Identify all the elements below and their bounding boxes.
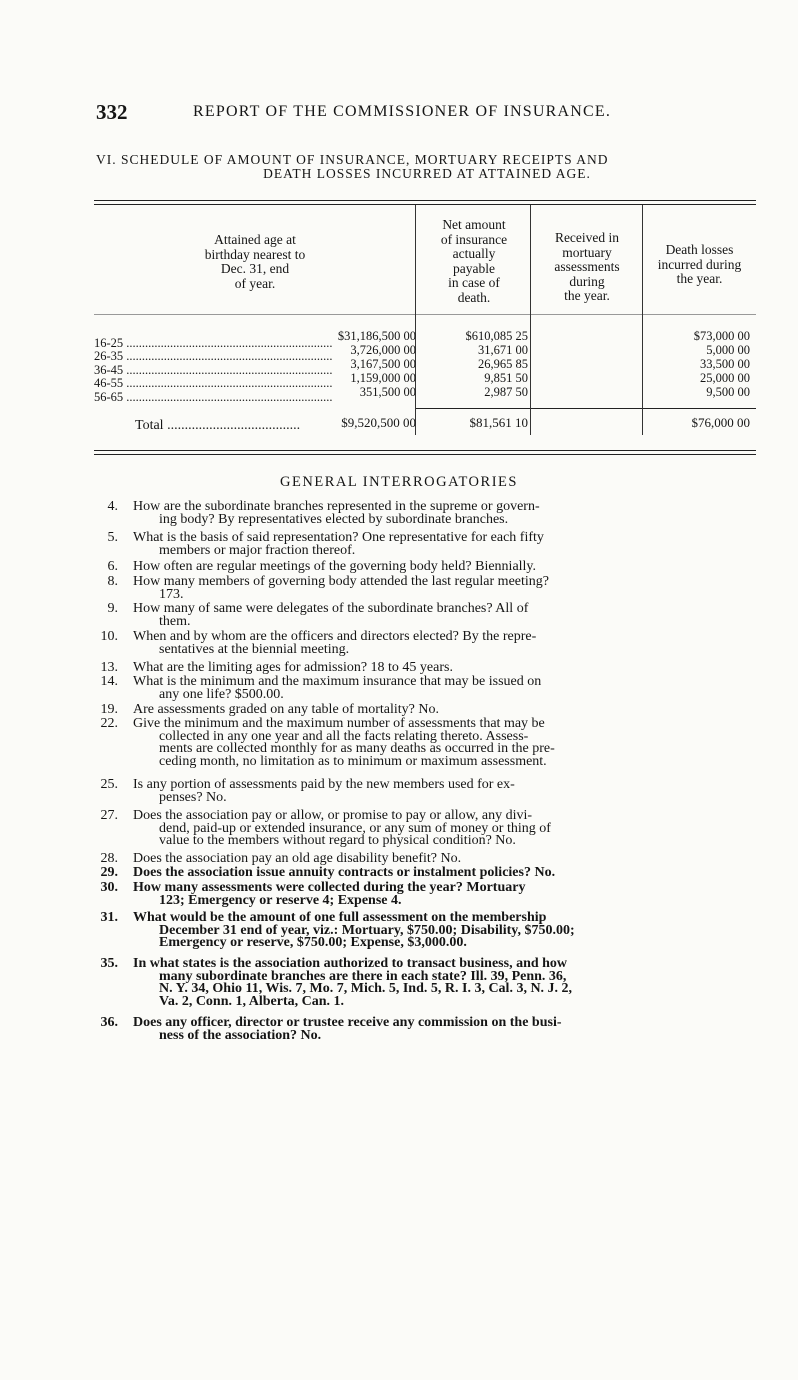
question-text [133, 718, 753, 768]
question-line: Does the association issue annuity contracts or instalment policies? No. [133, 865, 556, 880]
question-line: 173. [159, 586, 184, 602]
section-title: GENERAL INTERROGATORIES [280, 474, 518, 490]
cell-losses: 33,500 00 [700, 357, 750, 371]
question-line: How many of same were delegates of the subordinate branches? All of [133, 601, 529, 616]
header-line: of year. [234, 275, 276, 291]
cell-net: $31,186,500 00 [337, 329, 416, 343]
table-header-rule [94, 314, 756, 315]
question-line: sentatives at the biennial meeting. [159, 641, 350, 657]
question-line: Does any officer, director or trustee receive any commission on the busi- [133, 1015, 562, 1030]
question-line: dend, paid-up or extended insurance, or any sum of money or thing of [159, 820, 551, 836]
page-number: 332 [96, 100, 128, 124]
column-divider-2 [530, 205, 531, 435]
header-death-losses [643, 243, 756, 287]
cell-net: 3,726,000 00 [350, 343, 416, 357]
question-number: 5. [107, 530, 118, 545]
question-text [133, 561, 753, 574]
column-divider-3 [642, 205, 643, 435]
cell-received: 31,671 00 [478, 343, 528, 357]
schedule-title-line1: VI. SCHEDULE OF AMOUNT OF INSURANCE, MORTUARY RECEIPTS AND [96, 152, 609, 167]
question-number: 29. [100, 865, 118, 880]
question-line: Does the association pay an old age disability benefit? No. [133, 851, 462, 866]
row-age: 56-65 .................................................................. [94, 391, 333, 403]
question-line: ments are collected monthly for as many deaths as occurred in the pre- [159, 741, 555, 756]
question-text [133, 603, 753, 628]
header-line: Net amount [442, 217, 506, 232]
question-number: 14. [100, 674, 118, 689]
header-line: assessments [554, 259, 620, 274]
total-label: Total ...................................... [135, 418, 301, 433]
question-line: ing body? By representatives elected by subordinate branches. [159, 511, 509, 527]
question-number: 36. [100, 1015, 118, 1030]
question-line: In what states is the association authorized to transact business, and how [133, 956, 568, 971]
table-bottom-rule-1 [94, 450, 756, 451]
question-line: December 31 end of year, viz.: Mortuary, $750.00; Disability, $750.00; [159, 922, 575, 938]
total-rule [415, 408, 756, 409]
cell-received: 26,965 85 [478, 357, 528, 371]
question-line: What would be the amount of one full assessment on the membership [133, 910, 547, 925]
header-received [532, 231, 642, 304]
schedule-title-line2: DEATH LOSSES INCURRED AT ATTAINED AGE. [263, 166, 591, 181]
header-line: death. [457, 289, 491, 305]
question-number: 35. [100, 956, 118, 971]
question-line: Va. 2, Conn. 1, Alberta, Can. 1. [159, 993, 345, 1009]
cell-losses: 25,000 00 [700, 371, 750, 385]
question-text [133, 532, 753, 557]
header-line: during [569, 273, 605, 289]
question-number: 8. [107, 574, 118, 589]
question-text [133, 662, 753, 675]
cell-losses: 9,500 00 [706, 385, 750, 399]
question-line: ness of the association? No. [159, 1027, 322, 1043]
cell-received: $610,085 25 [465, 329, 528, 343]
row-age: 26-35 .................................................................. [94, 350, 333, 362]
header-attained-age [160, 233, 350, 291]
cell-received: 9,851 50 [484, 371, 528, 385]
table-top-rule-2 [94, 204, 756, 205]
header-line: the year. [564, 288, 610, 303]
question-line: How are the subordinate branches represented in the supreme or govern- [133, 499, 540, 514]
question-line: value to the members without regard to physical condition? No. [159, 833, 516, 848]
question-text [133, 882, 753, 907]
question-number: 22. [100, 716, 118, 731]
total-received: $81,561 10 [469, 415, 528, 430]
cell-losses: $73,000 00 [693, 329, 750, 343]
header-line: Received in [554, 230, 620, 245]
question-text [133, 704, 753, 717]
header-line: Attained age at [214, 232, 296, 247]
cell-losses: 5,000 00 [706, 343, 750, 357]
table-bottom-rule-2 [94, 454, 756, 455]
header-line: actually [452, 246, 496, 261]
cell-net: 1,159,000 00 [350, 371, 416, 385]
question-text [133, 853, 753, 866]
cell-net: 351,500 00 [359, 385, 416, 399]
column-divider-1 [415, 205, 416, 435]
header-line: of insurance [440, 231, 508, 247]
question-text [133, 576, 753, 601]
question-line: How often are regular meetings of the governing body held? Biennially. [133, 559, 537, 574]
question-line: How many members of governing body attended the last regular meeting? [133, 574, 549, 589]
header-line: the year. [676, 271, 723, 286]
cell-received: 2,987 50 [484, 385, 528, 399]
question-text [133, 810, 753, 848]
question-line: any one life? $500.00. [159, 686, 284, 702]
question-number: 25. [100, 777, 118, 792]
header-line: Death losses [665, 242, 734, 257]
row-age: 16-25 .................................................................. [94, 337, 333, 349]
header-line: incurred during [657, 256, 742, 272]
total-losses: $76,000 00 [691, 415, 750, 430]
question-line: Emergency or reserve, $750.00; Expense, $3,000.00. [159, 935, 467, 950]
row-age: 36-45 .................................................................. [94, 364, 333, 376]
question-text [133, 631, 753, 656]
question-line: What is the minimum and the maximum insurance that may be issued on [133, 674, 542, 689]
running-head: REPORT OF THE COMMISSIONER OF INSURANCE. [193, 103, 612, 120]
question-number: 28. [100, 851, 118, 866]
question-line: When and by whom are the officers and directors elected? By the repre- [133, 629, 537, 644]
header-line: mortuary [562, 244, 612, 260]
question-number: 6. [107, 559, 118, 574]
schedule-title [96, 153, 758, 181]
question-line: 123; Emergency or reserve 4; Expense 4. [159, 892, 402, 908]
question-number: 30. [100, 880, 118, 895]
question-line: ceding month, no limitation as to minimum or maximum assessment. [159, 753, 547, 769]
question-text [133, 867, 753, 880]
total-net: $9,520,500 00 [341, 415, 416, 430]
question-text [133, 958, 753, 1008]
question-line: collected in any one year and all the facts relating thereto. Assess- [159, 728, 529, 744]
question-line: Does the association pay or allow, or promise to pay or allow, any divi- [133, 808, 533, 823]
table-top-rule-1 [94, 200, 756, 201]
question-number: 27. [100, 808, 118, 823]
question-line: many subordinate branches are there in each state? Ill. 39, Penn. 36, [159, 968, 567, 984]
question-text [133, 501, 753, 526]
question-text [133, 1017, 753, 1042]
question-number: 4. [107, 499, 118, 514]
cell-net: 3,167,500 00 [350, 357, 416, 371]
question-number: 19. [100, 702, 118, 717]
question-line: members or major fraction thereof. [159, 542, 356, 558]
header-line: in case of [448, 275, 500, 290]
header-line: birthday nearest to [204, 246, 306, 262]
question-line: penses? No. [159, 789, 227, 805]
question-number: 13. [100, 660, 118, 675]
question-number: 31. [100, 910, 118, 925]
row-age: 46-55 .................................................................. [94, 377, 333, 389]
question-number: 9. [107, 601, 118, 616]
question-line: them. [159, 613, 191, 629]
question-line: What are the limiting ages for admission? 18 to 45 years. [133, 660, 453, 675]
header-line: payable [453, 260, 495, 276]
question-line: N. Y. 34, Ohio 11, Wis. 7, Mo. 7, Mich. 5, Ind. 5, R. I. 3, Cal. 3, N. J. 2, [159, 981, 573, 996]
question-number: 10. [100, 629, 118, 644]
question-line: Is any portion of assessments paid by the new members used for ex- [133, 777, 515, 792]
question-line: How many assessments were collected during the year? Mortuary [133, 880, 526, 895]
question-line: What is the basis of said representation? One representative for each fifty [133, 530, 544, 545]
header-net-amount [418, 218, 530, 305]
header-line: Dec. 31, end [220, 261, 290, 276]
question-text [133, 676, 753, 701]
question-text [133, 912, 753, 950]
question-text [133, 779, 753, 804]
question-line: Are assessments graded on any table of mortality? No. [133, 702, 439, 717]
question-line: Give the minimum and the maximum number of assessments that may be [133, 716, 545, 731]
